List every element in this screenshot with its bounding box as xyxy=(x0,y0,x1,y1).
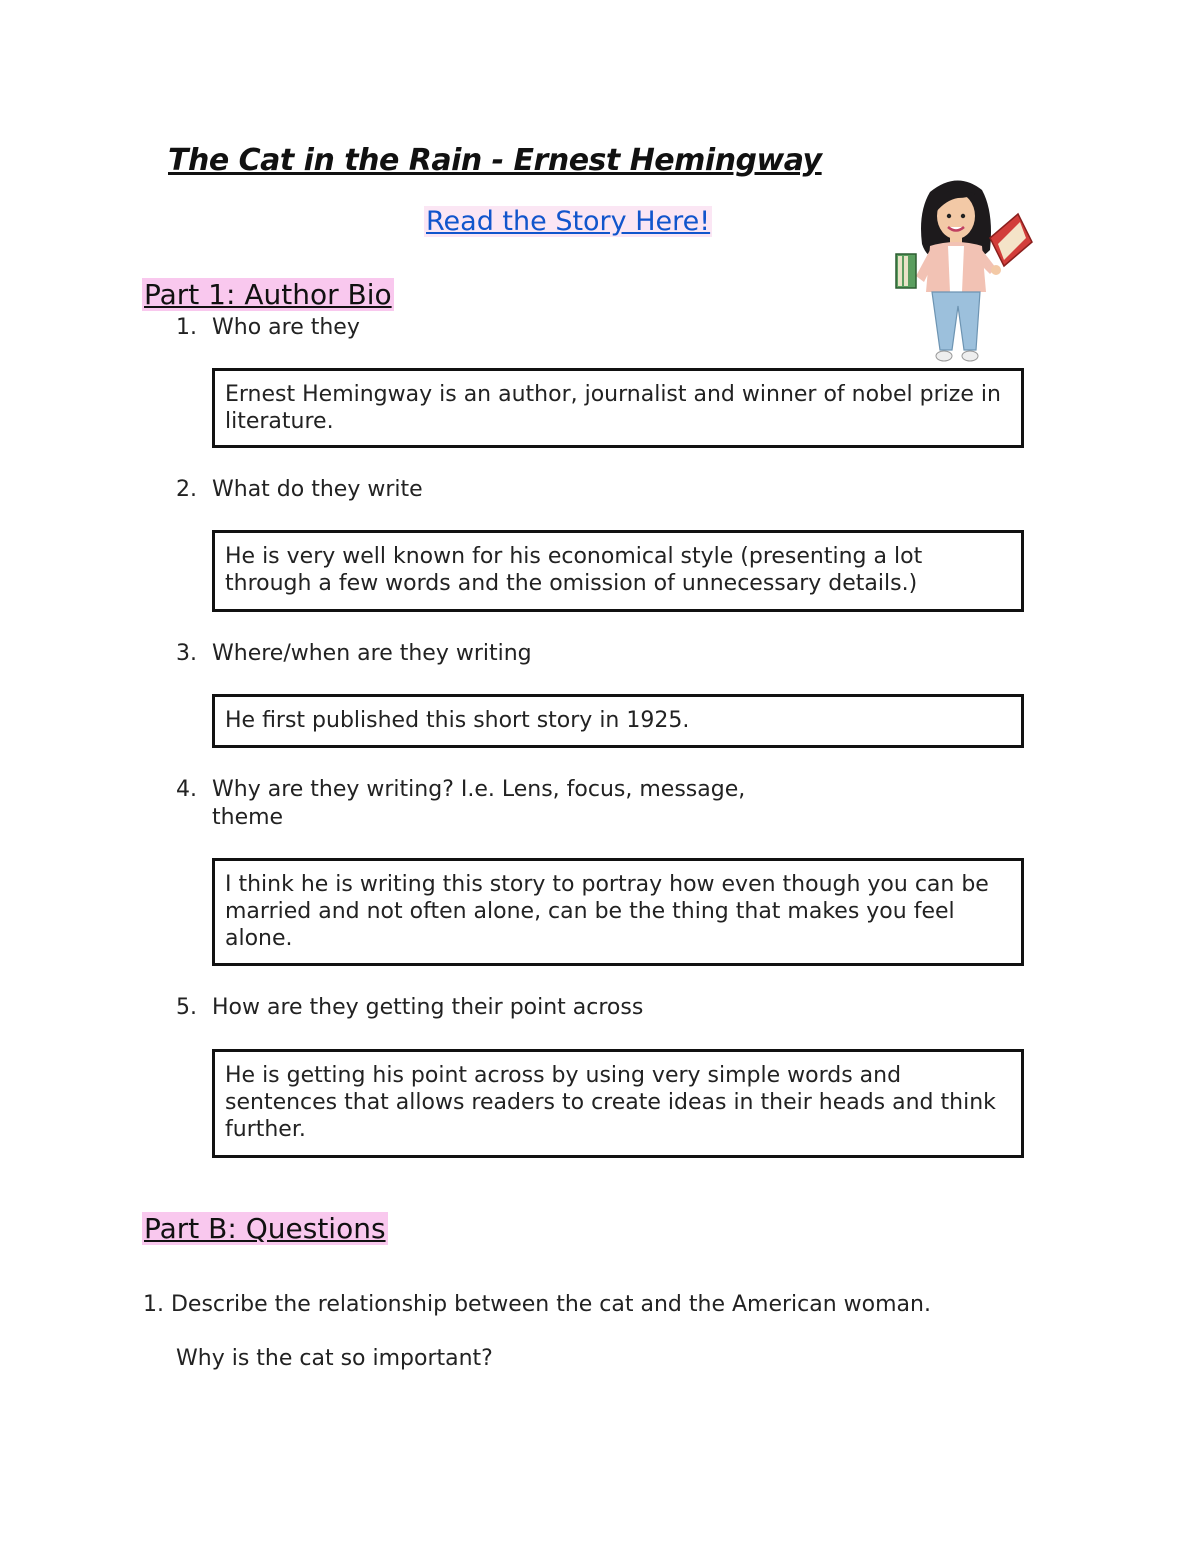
question-4 xyxy=(176,776,746,832)
question-1 xyxy=(176,314,360,342)
answer-box-1[interactable]: Ernest Hemingway is an author, journalist and winner of nobel prize in literature. xyxy=(212,368,1024,448)
question-number: 1. xyxy=(176,315,197,340)
answer-box-2[interactable]: He is very well known for his economical style (presenting a lot through a few words and the omission of unnecessary details.) xyxy=(212,530,1024,612)
partB-heading: Part B: Questions xyxy=(144,1212,386,1245)
partB-question-1: 1. Describe the relationship between the cat and the American woman. xyxy=(143,1292,931,1317)
question-number: 5. xyxy=(176,995,197,1020)
question-text: How are they getting their point across xyxy=(212,995,644,1020)
question-text: Why are they writing? I.e. Lens, focus, message, xyxy=(212,777,746,802)
partB-question-1-followup: Why is the cat so important? xyxy=(176,1346,493,1371)
answer-box-4[interactable]: I think he is writing this story to portray how even though you can be married and not often alone, can be the thing that makes you feel alone. xyxy=(212,858,1024,966)
question-number: 2. xyxy=(176,477,197,502)
question-text: Who are they xyxy=(212,315,360,340)
answer-box-5[interactable]: He is getting his point across by using very simple words and sentences that allows readers to create ideas in their heads and think further. xyxy=(212,1049,1024,1158)
question-2 xyxy=(176,476,423,504)
read-story-link[interactable]: Read the Story Here! xyxy=(426,206,711,237)
question-number: 3. xyxy=(176,641,197,666)
page-title: The Cat in the Rain - Ernest Hemingway xyxy=(168,143,822,178)
teacher-avatar-with-books-icon xyxy=(872,172,1042,364)
question-5 xyxy=(176,994,644,1022)
answer-box-3[interactable]: He first published this short story in 1925. xyxy=(212,694,1024,748)
question-text: What do they write xyxy=(212,477,423,502)
question-3 xyxy=(176,640,532,668)
part1-heading: Part 1: Author Bio xyxy=(144,278,392,311)
question-number: 4. xyxy=(176,777,197,802)
question-text-line2: theme xyxy=(212,805,284,830)
question-text: Where/when are they writing xyxy=(212,641,532,666)
